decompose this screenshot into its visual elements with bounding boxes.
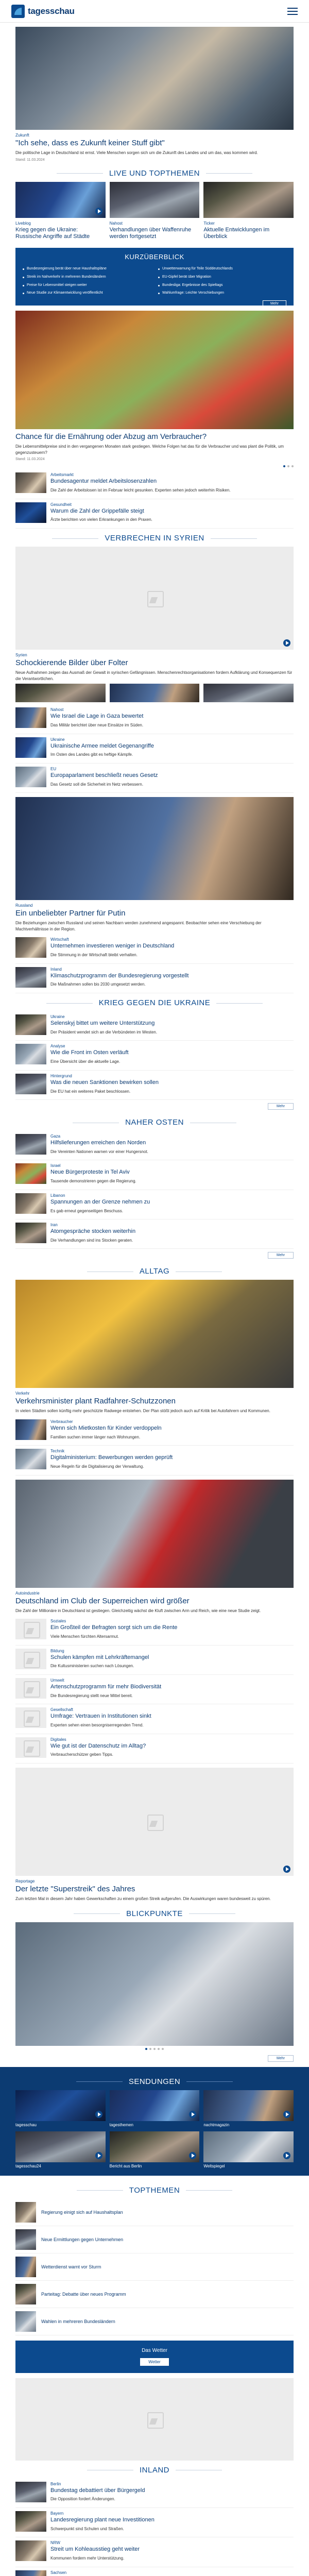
topthema-headline[interactable]: Parteitag: Debatte über neues Programm bbox=[41, 2291, 126, 2297]
list-item-topline: Israel bbox=[50, 1163, 61, 1168]
hero-image[interactable] bbox=[15, 27, 294, 130]
topthema-image[interactable] bbox=[15, 2202, 36, 2223]
list-item-headline[interactable]: Wie gut ist der Datenschutz im Alltag? bbox=[50, 1742, 146, 1749]
lead-teaser[interactable] bbox=[15, 797, 294, 932]
list-item[interactable] bbox=[15, 1646, 294, 1675]
list-item-image[interactable] bbox=[15, 472, 46, 493]
list-item[interactable] bbox=[15, 2567, 294, 2576]
list-item-teaser: Es gab erneut gegenseitigen Beschuss. bbox=[50, 1208, 123, 1213]
section-title-nahost: NAHER OSTEN bbox=[15, 1113, 294, 1131]
list-item-image[interactable] bbox=[15, 1134, 46, 1155]
play-icon bbox=[95, 208, 102, 215]
live-item[interactable] bbox=[203, 182, 294, 243]
list-item-headline[interactable]: Umfrage: Vertrauen in Institutionen sinkt bbox=[50, 1713, 151, 1720]
list-item-teaser: Schwerpunkt sind Schulen und Straßen. bbox=[50, 2526, 124, 2531]
lead-headline[interactable]: Deutschland im Club der Superreichen wird größer bbox=[15, 1596, 190, 1605]
kurz-list-item[interactable]: EU-Gipfel berät über Migration bbox=[158, 273, 286, 281]
lead-topline: Russland bbox=[15, 903, 33, 908]
list-item-headline[interactable]: Klimaschutzprogramm der Bundesregierung vorgestellt bbox=[50, 972, 189, 979]
list-item-topline: Umwelt bbox=[50, 1678, 64, 1683]
topthema-item[interactable] bbox=[15, 2226, 294, 2253]
list-item-image[interactable] bbox=[15, 2482, 46, 2502]
sendung-image[interactable] bbox=[203, 2090, 294, 2121]
ukraine-list bbox=[15, 1011, 294, 1100]
topthema-headline[interactable]: Wahlen in mehreren Bundesländern bbox=[41, 2318, 115, 2324]
thumb-image[interactable] bbox=[110, 684, 200, 702]
list-item-topline: Gesellschaft bbox=[50, 1707, 74, 1713]
list-item-headline[interactable]: Was die neuen Sanktionen bewirken sollen bbox=[50, 1079, 159, 1086]
sendung-item[interactable] bbox=[110, 2131, 200, 2168]
list-item-topline: Arbeitsmarkt bbox=[50, 472, 74, 478]
list-item[interactable] bbox=[15, 1071, 294, 1100]
syrien-headline[interactable]: Schockierende Bilder über Folter bbox=[15, 658, 128, 667]
list-item-image[interactable] bbox=[15, 1074, 46, 1094]
play-icon bbox=[283, 2111, 290, 2118]
live-item-topline: Nahost bbox=[109, 221, 123, 226]
kurz-list-item[interactable]: Unwetterwarnung für Teile Süddeutschlands bbox=[158, 265, 286, 273]
list-item-topline: Digitales bbox=[50, 1737, 66, 1742]
list-item[interactable] bbox=[15, 1704, 294, 1734]
list-item-headline[interactable]: Ein Großteil der Befragten sorgt sich um die Rente bbox=[50, 1624, 178, 1631]
list-item-teaser: Tausende demonstrieren gegen die Regierung. bbox=[50, 1179, 136, 1184]
kurz-list-item[interactable]: Neue Studie zur Klimaentwicklung veröffentlicht bbox=[23, 289, 151, 297]
lead-teaser[interactable] bbox=[15, 1768, 294, 1902]
list-item-teaser: Im Osten des Landes gibt es heftige Kämpfe. bbox=[50, 752, 133, 757]
list-item-topline: Hintergrund bbox=[50, 1073, 72, 1078]
topthema-image[interactable] bbox=[15, 2257, 36, 2277]
list-item-teaser: Das Gesetz soll die Sicherheit im Netz verbessern. bbox=[50, 782, 144, 787]
list-item-image[interactable] bbox=[15, 1449, 46, 1469]
list-item-topline: Gesundheit bbox=[50, 502, 72, 507]
live-item-image[interactable] bbox=[110, 182, 200, 218]
list-item-headline[interactable]: Artenschutzprogramm für mehr Biodiversität bbox=[50, 1684, 162, 1690]
list-item[interactable] bbox=[15, 2537, 294, 2567]
section-title-alltag: ALLTAG bbox=[15, 1262, 294, 1280]
section-title-ukraine: KRIEG GEGEN DIE UKRAINE bbox=[15, 993, 294, 1011]
list-item-teaser: Die Stimmung in der Wirtschaft bleibt verhalten. bbox=[50, 953, 138, 958]
lead-teaser[interactable] bbox=[15, 1480, 294, 1614]
list-item-headline[interactable]: Hilfslieferungen erreichen den Norden bbox=[50, 1140, 146, 1146]
lead-teaser-text: Zum letzten Mal in diesem Jahr haben Gewerkschaften zu einem großen Streik aufgerufen. Die Auswirkungen waren bundesweit zu spüren. bbox=[15, 1896, 271, 1902]
kurz-list-item[interactable]: Streik im Nahverkehr in mehreren Bundesländern bbox=[23, 273, 151, 281]
list-item-teaser: Die EU hat ein weiteres Paket beschlossen. bbox=[50, 1089, 131, 1094]
list-item-image[interactable] bbox=[15, 1419, 46, 1440]
section-title-blickpunkte: BLICKPUNKTE bbox=[15, 1904, 294, 1922]
list-item[interactable] bbox=[15, 499, 294, 529]
kurzueberblick-title: KURZÜBERBLICK bbox=[125, 253, 184, 261]
teaser-list bbox=[15, 1416, 294, 1476]
sendung-item[interactable] bbox=[15, 2090, 106, 2127]
list-item-teaser: Die Kultusministerien suchen nach Lösungen. bbox=[50, 1664, 134, 1669]
syrien-teaser[interactable] bbox=[15, 547, 294, 682]
list-item-topline: Sachsen bbox=[50, 2570, 67, 2575]
lead-image[interactable] bbox=[15, 311, 294, 429]
list-item-image[interactable] bbox=[15, 707, 46, 728]
list-item[interactable] bbox=[15, 934, 294, 963]
tagesschau-logo[interactable] bbox=[11, 5, 75, 18]
list-item-topline: Wirtschaft bbox=[50, 937, 69, 942]
list-item-headline[interactable]: Schulen kämpfen mit Lehrkräftemangel bbox=[50, 1654, 149, 1660]
list-item[interactable] bbox=[15, 1675, 294, 1704]
list-item-image-placeholder[interactable] bbox=[15, 1737, 46, 1758]
list-item[interactable] bbox=[15, 704, 294, 734]
list-item-image[interactable] bbox=[15, 1223, 46, 1243]
list-item[interactable] bbox=[15, 764, 294, 793]
kurz-more-button[interactable]: Mehr bbox=[263, 300, 286, 307]
play-icon bbox=[189, 2152, 196, 2159]
wetter-title: Das Wetter bbox=[142, 2347, 167, 2353]
sendung-label: Weltspiegel bbox=[203, 2163, 225, 2168]
list-item-teaser: Kommunen fordern mehr Unterstützung. bbox=[50, 2556, 125, 2561]
list-item-teaser: Die Maßnahmen sollen bis 2030 umgesetzt werden. bbox=[50, 982, 146, 987]
lead-teaser-text: Die Lebensmittelpreise sind in den vergangenen Monaten stark gestiegen. Welche Folgen hat das für die Verbraucher und was plant die Politik, um gegenzusteuern? bbox=[15, 444, 284, 455]
wetter-box bbox=[15, 2341, 294, 2373]
list-item-topline: Bildung bbox=[50, 1648, 64, 1653]
syrien-thumbs bbox=[15, 684, 294, 702]
list-item[interactable] bbox=[15, 469, 294, 499]
list-item-topline: Ukraine bbox=[50, 737, 65, 742]
list-item-teaser: Verbraucherschützer geben Tipps. bbox=[50, 1752, 113, 1757]
lead-headline[interactable]: Chance für die Ernährung oder Abzug am Verbraucher? bbox=[15, 432, 207, 442]
list-item-topline: Technik bbox=[50, 1449, 65, 1454]
hero-meta: Stand: 11.03.2024 bbox=[15, 158, 45, 162]
list-item-teaser: Ärzte berichten von vielen Erkrankungen in den Praxen. bbox=[50, 517, 152, 522]
lead-teaser-text: Die Zahl der Millionäre in Deutschland ist gestiegen. Gleichzeitig wächst die Kluft zwischen Arm und Reich, wie eine neue Studie zeigt. bbox=[15, 1608, 261, 1613]
sendung-image[interactable] bbox=[203, 2131, 294, 2162]
list-item-image[interactable] bbox=[15, 2570, 46, 2576]
list-item-image[interactable] bbox=[15, 1044, 46, 1064]
list-item[interactable] bbox=[15, 964, 294, 993]
kurz-list-item[interactable]: Bundesliga: Ergebnisse des Spieltags bbox=[158, 281, 286, 290]
kurzueberblick-list-left bbox=[23, 265, 151, 297]
list-item-headline[interactable]: Neue Bürgerproteste in Tel Aviv bbox=[50, 1169, 130, 1176]
play-icon bbox=[283, 2152, 290, 2159]
hero-topline: Zukunft bbox=[15, 133, 29, 138]
list-item-headline[interactable]: Selenskyj bittet um weitere Unterstützung bbox=[50, 1020, 155, 1027]
topthema-headline[interactable]: Wetterdienst warnt vor Sturm bbox=[41, 2264, 101, 2269]
list-item-image-placeholder[interactable] bbox=[15, 1649, 46, 1669]
topthema-item[interactable] bbox=[15, 2308, 294, 2335]
list-item-teaser: Der Präsident wendet sich an die Verbündeten im Westen. bbox=[50, 1029, 158, 1035]
topthema-image[interactable] bbox=[15, 2311, 36, 2332]
list-item-image[interactable] bbox=[15, 767, 46, 787]
list-item-teaser: Experten sehen einen besorgniserregenden Trend. bbox=[50, 1723, 144, 1728]
live-item-headline[interactable]: Aktuelle Entwicklungen im Überblick bbox=[203, 226, 270, 240]
list-item-headline[interactable]: Warum die Zahl der Grippefälle steigt bbox=[50, 507, 144, 514]
list-item-teaser: Das Militär berichtet über neue Einsätze im Süden. bbox=[50, 722, 144, 727]
carousel-dots[interactable] bbox=[15, 463, 294, 469]
lead-topline: Reportage bbox=[15, 1879, 35, 1884]
list-item-teaser: Die Zahl der Arbeitslosen ist im Februar leicht gesunken. Experten sehen jedoch weiterhin Risiken. bbox=[50, 488, 231, 493]
sendung-item[interactable] bbox=[110, 2090, 200, 2127]
list-item-headline[interactable]: Bundestag debattiert über Bürgergeld bbox=[50, 2487, 145, 2494]
section-title-sendungen: SENDUNGEN bbox=[15, 2072, 294, 2090]
topthema-headline[interactable]: Neue Ermittlungen gegen Unternehmen bbox=[41, 2236, 124, 2242]
topthema-item[interactable] bbox=[15, 2281, 294, 2308]
wetter-button[interactable]: Wetter bbox=[140, 2358, 168, 2366]
live-item-topline: Ticker bbox=[203, 221, 215, 226]
kurz-list-item[interactable]: Wahlumfrage: Leichte Verschiebungen bbox=[158, 289, 286, 297]
list-item-headline[interactable]: Landesregierung plant neue Investitionen bbox=[50, 2517, 154, 2523]
section-title-topthemen: TOPTHEMEN bbox=[15, 2181, 294, 2199]
sendung-image[interactable] bbox=[15, 2131, 106, 2162]
play-icon bbox=[283, 639, 290, 647]
list-item-image[interactable] bbox=[15, 737, 46, 758]
topthema-item[interactable] bbox=[15, 2253, 294, 2281]
blickpunkte-image[interactable] bbox=[15, 1922, 294, 2046]
kurzueberblick-list-right bbox=[158, 265, 286, 297]
list-item[interactable] bbox=[15, 1616, 294, 1645]
list-item-topline: NRW bbox=[50, 2540, 60, 2546]
list-item[interactable] bbox=[15, 734, 294, 764]
kurzueberblick-box bbox=[15, 248, 294, 306]
live-item-topline: Liveblog bbox=[15, 221, 31, 226]
teaser-list bbox=[15, 704, 294, 793]
list-item-image[interactable] bbox=[15, 502, 46, 523]
alltag-image[interactable] bbox=[15, 1280, 294, 1388]
syrien-teaser-text: Neue Aufnahmen zeigen das Ausmaß der Gewalt in syrischen Gefängnissen. Menschenrechtsorganisationen fordern Aufklärung und Konsequenzen für die Verantwortlichen. bbox=[15, 670, 293, 681]
list-item-headline[interactable]: Wie die Front im Osten verläuft bbox=[50, 1049, 129, 1056]
list-item-topline: Verbraucher bbox=[50, 1419, 73, 1425]
list-item-headline[interactable]: Bundesagentur meldet Arbeitslosenzahlen bbox=[50, 478, 157, 485]
sendung-label: tagesthemen bbox=[109, 2122, 133, 2127]
blickpunkte-dots[interactable] bbox=[15, 2046, 294, 2052]
list-item-headline[interactable]: Digitalministerium: Bewerbungen werden geprüft bbox=[50, 1454, 173, 1461]
alltag-teaser[interactable] bbox=[15, 1280, 294, 1414]
list-item-image-placeholder[interactable] bbox=[15, 1707, 46, 1728]
list-item-teaser: Familien suchen immer länger nach Wohnungen. bbox=[50, 1434, 141, 1439]
sendung-item[interactable] bbox=[203, 2131, 294, 2168]
play-icon bbox=[189, 2111, 196, 2118]
live-item-image[interactable] bbox=[15, 182, 106, 218]
list-item-image-placeholder[interactable] bbox=[15, 1619, 46, 1639]
lead-image-placeholder[interactable] bbox=[15, 1768, 294, 1876]
list-item[interactable] bbox=[15, 1190, 294, 1219]
list-item-topline: Iran bbox=[50, 1223, 58, 1228]
sendung-image[interactable] bbox=[110, 2131, 200, 2162]
hero-teaser[interactable] bbox=[15, 23, 294, 162]
play-icon bbox=[95, 2111, 102, 2118]
list-item-image[interactable] bbox=[15, 1014, 46, 1035]
list-item[interactable] bbox=[15, 1219, 294, 1249]
list-item-headline[interactable]: Atomgespräche stocken weiterhin bbox=[50, 1228, 136, 1235]
lead-headline[interactable]: Der letzte "Superstreik" des Jahres bbox=[15, 1885, 135, 1894]
list-item-topline: Berlin bbox=[50, 2481, 61, 2486]
list-item[interactable] bbox=[15, 1011, 294, 1041]
lead-image[interactable] bbox=[15, 1480, 294, 1588]
live-item[interactable] bbox=[15, 182, 106, 243]
list-item-topline: Bayern bbox=[50, 2511, 64, 2516]
list-item-image[interactable] bbox=[15, 2511, 46, 2532]
alltag-topline: Verkehr bbox=[15, 1391, 30, 1396]
list-item-topline: Ukraine bbox=[50, 1014, 65, 1020]
logo-mark-icon bbox=[11, 5, 25, 18]
sendung-label: tagesschau bbox=[15, 2122, 37, 2127]
list-item-image[interactable] bbox=[15, 967, 46, 988]
list-item[interactable] bbox=[15, 1734, 294, 1764]
lead-teaser[interactable] bbox=[15, 311, 294, 461]
teaser-list bbox=[15, 1616, 294, 1764]
list-item-headline[interactable]: Ukrainische Armee meldet Gegenangriffe bbox=[50, 742, 154, 749]
hero-headline[interactable]: "Ich sehe, dass es Zukunft keiner Stuff gibt" bbox=[15, 139, 165, 147]
list-item-teaser: Die Bundesregierung stellt neue Mittel bereit. bbox=[50, 1693, 133, 1698]
nahost-list bbox=[15, 1131, 294, 1249]
lead-headline[interactable]: Ein unbeliebter Partner für Putin bbox=[15, 909, 126, 918]
teaser-list bbox=[15, 469, 294, 529]
list-item-teaser: Die Opposition fordert Änderungen. bbox=[50, 2497, 115, 2502]
teaser-list bbox=[15, 934, 294, 993]
list-item-image[interactable] bbox=[15, 937, 46, 958]
section-title-syrien: VERBRECHEN IN SYRIEN bbox=[15, 529, 294, 547]
list-item-image[interactable] bbox=[15, 1163, 46, 1184]
thumb-image[interactable] bbox=[203, 684, 294, 702]
list-item-image[interactable] bbox=[15, 1193, 46, 1214]
lead-meta: Stand: 11.03.2024 bbox=[15, 457, 45, 462]
topthema-image[interactable] bbox=[15, 2229, 36, 2250]
alltag-teaser-text: In vielen Städten sollen künftig mehr geschützte Radwege entstehen. Der Plan stößt jedoch auch auf Kritik bei Autofahrern und Kommunen. bbox=[15, 1409, 270, 1414]
list-item[interactable] bbox=[15, 2508, 294, 2537]
list-item[interactable] bbox=[15, 2479, 294, 2508]
list-item-topline: EU bbox=[50, 766, 57, 771]
topthema-image[interactable] bbox=[15, 2284, 36, 2304]
lead-teaser-text: Die Beziehungen zwischen Russland und seinen Nachbarn werden zunehmend angespannt. Beobachter sehen eine Verschiebung der Machtverhältnisse in der Region. bbox=[15, 921, 262, 931]
live-item-headline[interactable]: Verhandlungen über Waffenruhe werden fortgesetzt bbox=[109, 226, 192, 240]
list-item-headline[interactable]: Spannungen an der Grenze nehmen zu bbox=[50, 1198, 150, 1205]
alltag-headline[interactable]: Verkehrsminister plant Radfahrer-Schutzzonen bbox=[15, 1397, 176, 1406]
section-title-inland: INLAND bbox=[15, 2461, 294, 2479]
list-item-image[interactable] bbox=[15, 2540, 46, 2561]
topthema-item[interactable] bbox=[15, 2199, 294, 2226]
logo-text: tagesschau bbox=[28, 6, 75, 16]
thumb-image[interactable] bbox=[15, 684, 106, 702]
list-item[interactable] bbox=[15, 1041, 294, 1070]
section-title-live: LIVE UND TOPTHEMEN bbox=[15, 164, 294, 182]
live-item-image[interactable] bbox=[203, 182, 294, 218]
list-item[interactable] bbox=[15, 1160, 294, 1190]
ukraine-more-button[interactable]: Mehr bbox=[268, 1103, 294, 1110]
list-item-topline: Inland bbox=[50, 967, 62, 972]
list-item-topline: Libanon bbox=[50, 1193, 65, 1198]
list-item-topline: Soziales bbox=[50, 1619, 66, 1624]
live-item[interactable] bbox=[110, 182, 200, 243]
topthemen-list bbox=[15, 2199, 294, 2335]
list-item[interactable] bbox=[15, 1446, 294, 1475]
list-item-teaser: Die Verhandlungen sind ins Stocken geraten. bbox=[50, 1238, 133, 1243]
lead-image[interactable] bbox=[15, 797, 294, 900]
hero-teaser-text: Die politische Lage in Deutschland ist ernst. Viele Menschen sorgen sich um die Zukunft des Landes und um das, was kommen wird. bbox=[15, 150, 258, 155]
hamburger-menu-icon[interactable] bbox=[287, 8, 298, 15]
play-icon bbox=[95, 2152, 102, 2159]
lead-topline: Autoindustrie bbox=[15, 1590, 40, 1596]
list-item-headline[interactable]: Wenn sich Mietkosten für Kinder verdoppeln bbox=[50, 1425, 162, 1432]
list-item[interactable] bbox=[15, 1416, 294, 1446]
list-item-topline: Analyse bbox=[50, 1044, 65, 1049]
list-item[interactable] bbox=[15, 1131, 294, 1160]
list-item-image-placeholder[interactable] bbox=[15, 1678, 46, 1699]
inland-list bbox=[15, 2479, 294, 2576]
site-header bbox=[0, 0, 309, 23]
list-item-headline[interactable]: Unternehmen investieren weniger in Deutschland bbox=[50, 943, 175, 950]
sendung-label: tagesschau24 bbox=[15, 2163, 41, 2168]
live-item-headline[interactable]: Krieg gegen die Ukraine: Russische Angriffe auf Städte bbox=[15, 226, 90, 240]
ad-placeholder bbox=[15, 2378, 294, 2461]
blickpunkte-more-button[interactable]: Mehr bbox=[268, 2055, 294, 2062]
kurz-list-item[interactable]: Bundesregierung berät über neue Haushaltspläne bbox=[23, 265, 151, 273]
sendungen-section bbox=[0, 2067, 309, 2176]
list-item-teaser: Viele Menschen fürchten Altersarmut. bbox=[50, 1634, 119, 1639]
list-item-headline[interactable]: Wie Israel die Lage in Gaza bewertet bbox=[50, 713, 144, 720]
sendung-item[interactable] bbox=[203, 2090, 294, 2127]
topthema-headline[interactable]: Regierung einigt sich auf Haushaltsplan bbox=[41, 2209, 123, 2215]
list-item-headline[interactable]: Europaparlament beschließt neues Gesetz bbox=[50, 772, 158, 778]
kurz-list-item[interactable]: Preise für Lebensmittel steigen weiter bbox=[23, 281, 151, 290]
list-item-teaser: Die Vereinten Nationen warnen vor einer Hungersnot. bbox=[50, 1149, 148, 1154]
syrien-image-placeholder[interactable] bbox=[15, 547, 294, 650]
syrien-topline: Syrien bbox=[15, 652, 27, 657]
list-item-headline[interactable]: Streit um Kohleausstieg geht weiter bbox=[50, 2546, 140, 2553]
list-item-teaser: Neue Regeln für die Digitalisierung der Verwaltung. bbox=[50, 1464, 144, 1469]
sendung-item[interactable] bbox=[15, 2131, 106, 2168]
list-item-teaser: Eine Übersicht über die aktuelle Lage. bbox=[50, 1059, 121, 1064]
list-item-topline: Nahost bbox=[50, 707, 64, 713]
nahost-more-button[interactable]: Mehr bbox=[268, 1252, 294, 1259]
list-item-topline: Gaza bbox=[50, 1134, 61, 1139]
sendung-label: nachtmagazin bbox=[203, 2122, 230, 2127]
sendung-label: Bericht aus Berlin bbox=[109, 2163, 142, 2168]
live-grid bbox=[15, 182, 294, 243]
sendung-image[interactable] bbox=[110, 2090, 200, 2121]
sendung-image[interactable] bbox=[15, 2090, 106, 2121]
play-icon bbox=[283, 1866, 290, 1873]
